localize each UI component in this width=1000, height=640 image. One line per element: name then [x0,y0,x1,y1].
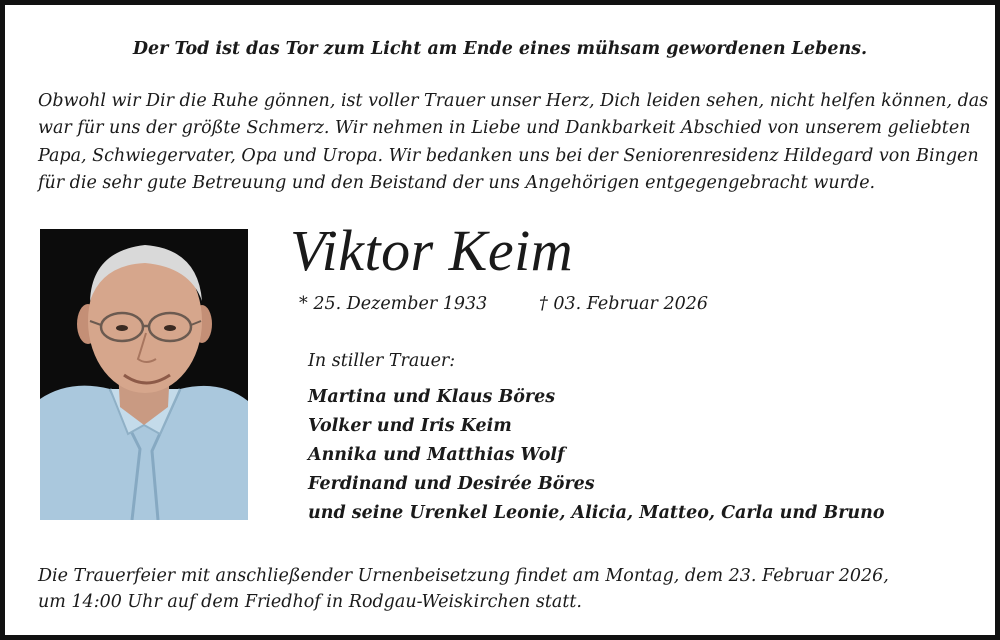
portrait-photo [40,229,248,520]
intro-line: war für uns der größte Schmerz. Wir nehmen in Liebe und Dankbarkeit Abschied von unserem geliebten [38,118,971,139]
life-dates [299,294,708,314]
mourner-entry: und seine Urenkel Leonie, Alicia, Matteo, Carla und Bruno [308,503,885,523]
motto-heading: Der Tod ist das Tor zum Licht am Ende eines mühsam gewordenen Lebens. [132,39,868,59]
birth-date: * 25. Dezember 1933 [299,294,488,314]
intro-paragraph [38,88,989,198]
mourning-label: In stiller Trauer: [308,351,456,371]
ceremony-line: Die Trauerfeier mit anschließender Urnenbeisetzung findet am Montag, dem 23. Februar 2026, [38,566,889,586]
mourner-entry: Ferdinand und Desirée Böres [308,474,595,494]
mourners-list [308,383,885,528]
mourner-entry: Annika und Matthias Wolf [308,445,565,465]
intro-line: Obwohl wir Dir die Ruhe gönnen, ist voller Trauer unser Herz, Dich leiden sehen, nicht helfen können, das [38,91,989,111]
ceremony-info [38,563,973,615]
intro-line: für die sehr gute Betreuung und den Beistand der uns Angehörigen entgegengebracht wurde. [38,173,876,194]
death-date: † 03. Februar 2026 [539,294,708,314]
deceased-name: Viktor Keim [290,218,574,283]
intro-line: Papa, Schwiegervater, Opa und Uropa. Wir bedanken uns bei der Seniorenresidenz Hildegard von Bingen [38,145,979,166]
ceremony-line: um 14:00 Uhr auf dem Friedhof in Rodgau-Weiskirchen statt. [38,592,582,612]
mourner-entry: Martina und Klaus Böres [308,387,556,407]
mourner-entry: Volker und Iris Keim [308,416,512,436]
